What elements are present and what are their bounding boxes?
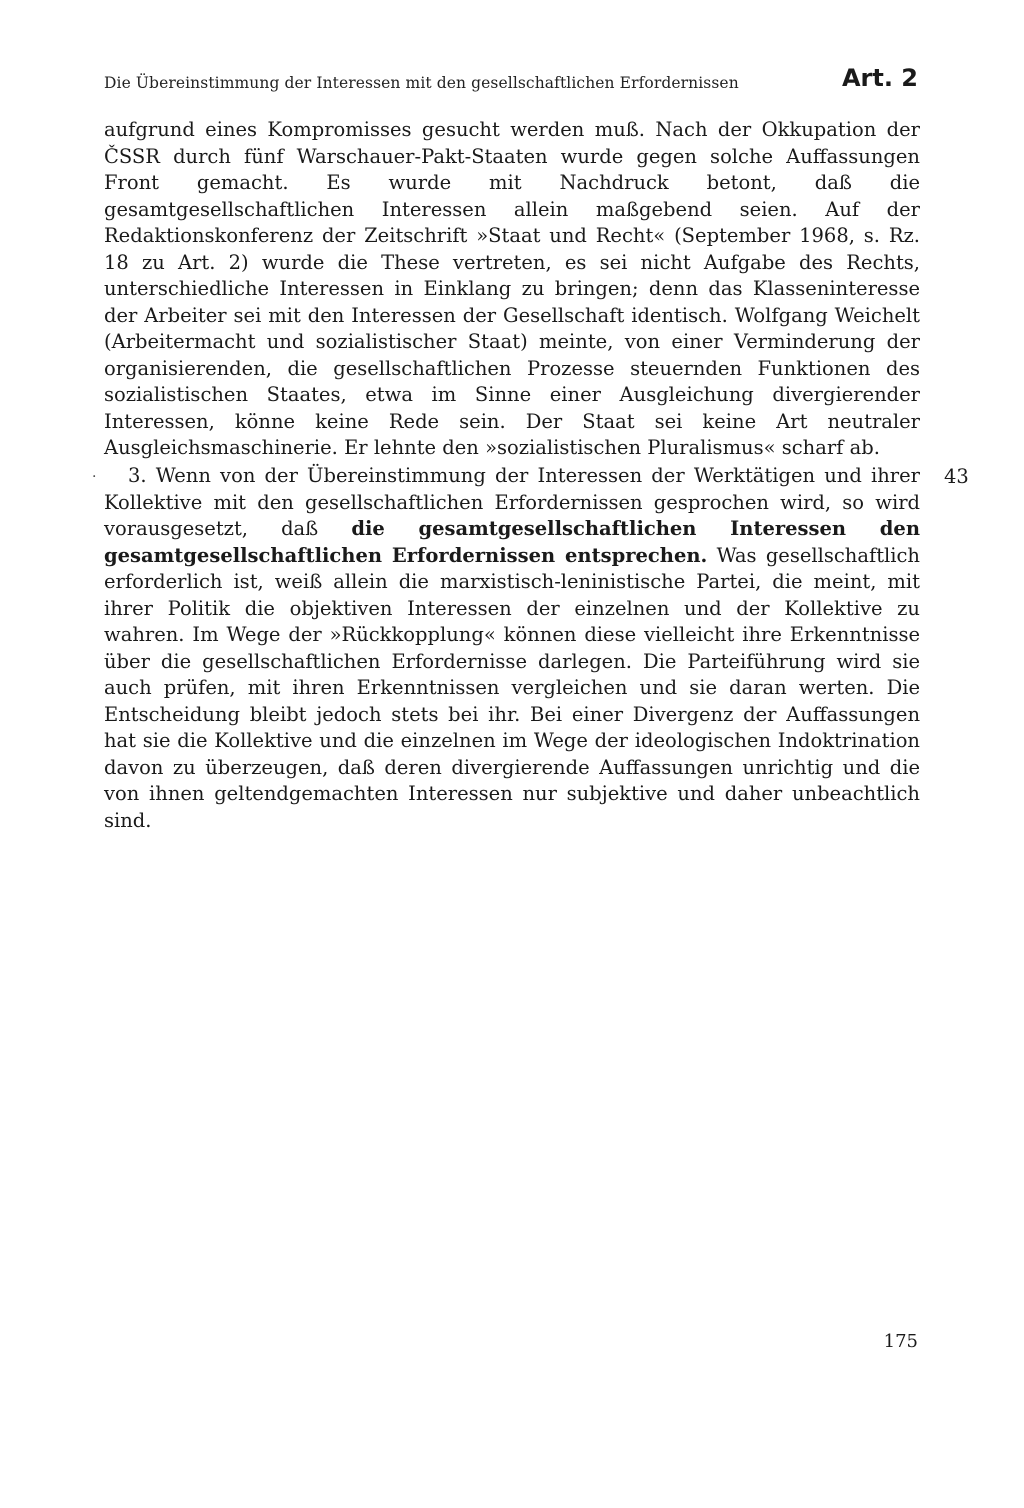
margin-dot: · xyxy=(92,469,97,485)
paragraph-3 xyxy=(104,463,920,834)
paragraph-1-text: aufgrund eines Kompromisses gesucht werden muß. Nach der Okkupation der ČSSR durch fünf Warschauer-Pakt-Staaten wurde gegen solche Auffassungen Front gemacht. Es wurde mit Nachdruck betont, daß die gesamtgesellschaftlichen Interessen allein maßgebend seien. Auf der Redaktionskonferenz der Zeitschrift »Staat und Recht« (September 1968, s. Rz. 18 zu Art. 2) wurde die These vertreten, es sei nicht Aufgabe des Rechts, unterschiedliche Interessen in Einklang zu bringen; denn das Klasseninteresse der Arbeiter sei mit den Interessen der Gesellschaft identisch. Wolfgang Weichelt (Arbeitermacht und sozialistischer Staat) meinte, von einer Verminderung der organisierenden, die gesellschaftlichen Prozesse steuernden Funktionen des sozialistischen Staates, etwa im Sinne einer Ausgleichung divergierender Interessen, könne keine Rede sein. Der Staat sei keine Art neutraler Ausgleichsmaschinerie. Er lehnte den »sozialistischen Pluralismus« scharf ab. xyxy=(104,118,920,459)
margin-number: 43 xyxy=(944,465,969,488)
paragraph-number: 3. xyxy=(128,464,147,487)
paragraph-continuation xyxy=(104,117,920,462)
page-number: 175 xyxy=(883,1331,918,1352)
running-head: Die Übereinstimmung der Interessen mit den gesellschaftlichen Erfordernissen xyxy=(104,74,739,92)
paragraph-3-text-after: Was gesellschaftlich erforderlich ist, weiß allein die marxistisch-leninistische Partei, die meint, mit ihrer Politik die objektiven Interessen der einzelnen und der Kollektive zu wahren. Im Wege der »Rückkopplung« können diese vielleicht ihre Erkenntnisse über die gesellschaftlichen Erfordernisse darlegen. Die Parteiführung wird sie auch prüfen, mit ihren Erkenntnissen vergleichen und sie daran werten. Die Entscheidung bleibt jedoch stets bei ihr. Bei einer Divergenz der Auffassungen hat sie die Kollektive und die einzelnen im Wege der ideologischen Indoktrination davon zu überzeugen, daß deren divergierende Auffassungen unrichtig und die von ihnen geltendgemachten Interessen nur subjektive und daher unbeachtlich sind. xyxy=(104,543,920,832)
paragraph-3-text-before: Wenn von der Übereinstimmung der Interessen der Werktätigen und ihrer Kollektive mit den gesellschaftlichen Erfordernissen gesprochen wird, so wird vorausgesetzt, daß xyxy=(104,464,920,540)
article-label: Art. 2 xyxy=(841,64,918,92)
paragraph-3-emphasis: die gesamtgesellschaftlichen Interessen den gesamtgesellschaftlichen Erfordernissen entsprechen. xyxy=(104,517,920,567)
